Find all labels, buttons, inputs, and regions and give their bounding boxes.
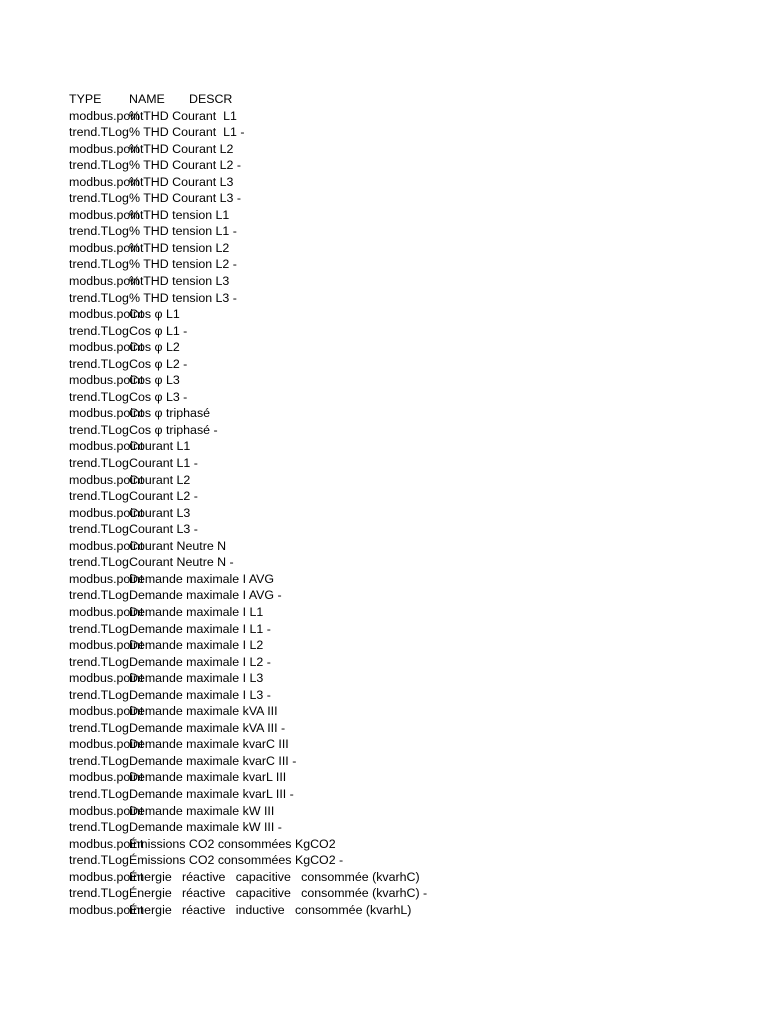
type-cell: modbus.point xyxy=(69,869,144,884)
type-cell: trend.TLog xyxy=(69,886,129,901)
type-cell: trend.TLog xyxy=(69,654,129,669)
type-cell: modbus.point xyxy=(69,737,144,752)
descr-cell: Courant L1 xyxy=(129,439,191,454)
descr-cell: % THD tension L1 xyxy=(129,207,230,222)
header-type: TYPE xyxy=(69,92,102,106)
descr-cell: Cos φ triphasé - xyxy=(129,422,218,437)
descr-cell: Énergie réactive inductive consommée (kvarhL) xyxy=(129,902,412,917)
descr-cell: Cos φ L1 xyxy=(129,307,180,322)
descr-cell: Demande maximale kVA III - xyxy=(129,720,286,735)
descr-cell: Demande maximale kvarL III - xyxy=(129,786,294,801)
descr-cell: Courant L3 xyxy=(129,505,191,520)
descr-cell: Courant L2 xyxy=(129,472,191,487)
type-cell: modbus.point xyxy=(69,340,144,355)
type-cell: modbus.point xyxy=(69,770,144,785)
descr-cell: Demande maximale I L2 xyxy=(129,638,264,653)
type-cell: modbus.point xyxy=(69,604,144,619)
descr-cell: Demande maximale I L2 - xyxy=(129,654,271,669)
descr-cell: Cos φ L1 - xyxy=(129,323,188,338)
type-cell: modbus.point xyxy=(69,439,144,454)
descr-cell: % THD tension L2 xyxy=(129,240,230,255)
descr-cell: Demande maximale I L1 xyxy=(129,604,264,619)
type-cell: trend.TLog xyxy=(69,687,129,702)
type-cell: trend.TLog xyxy=(69,422,129,437)
descr-cell: Demande maximale I L1 - xyxy=(129,621,271,636)
type-cell: modbus.point xyxy=(69,207,144,222)
type-cell: modbus.point xyxy=(69,505,144,520)
type-cell: modbus.point xyxy=(69,307,144,322)
descr-cell: Demande maximale I L3 - xyxy=(129,687,271,702)
descr-cell: % THD Courant L1 - xyxy=(129,125,245,140)
type-cell: modbus.point xyxy=(69,108,144,123)
type-cell: modbus.point xyxy=(69,174,144,189)
descr-cell: % THD tension L3 - xyxy=(129,290,237,305)
type-cell: modbus.point xyxy=(69,538,144,553)
type-cell: trend.TLog xyxy=(69,456,129,471)
type-cell: trend.TLog xyxy=(69,290,129,305)
type-cell: trend.TLog xyxy=(69,621,129,636)
descr-cell: Courant Neutre N xyxy=(129,538,227,553)
descr-cell: Cos φ triphasé xyxy=(129,406,211,421)
descr-cell: Énergie réactive capacitive consommée (kvarhC) - xyxy=(129,886,428,901)
type-cell: modbus.point xyxy=(69,671,144,686)
type-cell: trend.TLog xyxy=(69,323,129,338)
type-cell: modbus.point xyxy=(69,141,144,156)
type-cell: modbus.point xyxy=(69,472,144,487)
type-cell: modbus.point xyxy=(69,902,144,917)
descr-cell: Demande maximale kVA III xyxy=(129,704,278,719)
descr-cell: Demande maximale kvarL III xyxy=(129,770,287,785)
descr-cell: % THD Courant L2 - xyxy=(129,158,242,173)
descr-cell: Cos φ L3 - xyxy=(129,389,188,404)
type-cell: modbus.point xyxy=(69,704,144,719)
type-cell: trend.TLog xyxy=(69,555,129,570)
type-cell: trend.TLog xyxy=(69,389,129,404)
type-cell: trend.TLog xyxy=(69,224,129,239)
descr-cell: Émissions CO2 consommées KgCO2 xyxy=(129,836,336,851)
type-cell: trend.TLog xyxy=(69,522,129,537)
type-cell: modbus.point xyxy=(69,803,144,818)
descr-cell: Courant L1 - xyxy=(129,456,198,471)
type-cell: trend.TLog xyxy=(69,588,129,603)
type-cell: trend.TLog xyxy=(69,257,129,272)
descr-cell: Cos φ L2 - xyxy=(129,356,188,371)
descr-cell: Demande maximale I AVG - xyxy=(129,588,282,603)
descr-cell: Demande maximale kW III xyxy=(129,803,275,818)
type-cell: trend.TLog xyxy=(69,158,129,173)
type-cell: trend.TLog xyxy=(69,191,129,206)
type-cell: trend.TLog xyxy=(69,125,129,140)
header-descr: DESCR xyxy=(189,92,233,106)
descr-cell: Courant Neutre N - xyxy=(129,555,234,570)
descr-cell: Courant L2 - xyxy=(129,489,198,504)
descr-cell: Demande maximale kvarC III - xyxy=(129,753,297,768)
type-cell: modbus.point xyxy=(69,274,144,289)
descr-cell: % THD Courant L3 xyxy=(129,174,234,189)
descr-cell: Cos φ L2 xyxy=(129,340,180,355)
descr-cell: Courant L3 - xyxy=(129,522,198,537)
type-cell: modbus.point xyxy=(69,240,144,255)
type-cell: trend.TLog xyxy=(69,753,129,768)
type-cell: trend.TLog xyxy=(69,489,129,504)
descr-cell: Demande maximale I L3 xyxy=(129,671,264,686)
descr-cell: % THD Courant L3 - xyxy=(129,191,242,206)
header-name: NAME xyxy=(129,92,165,106)
descr-cell: % THD tension L1 - xyxy=(129,224,237,239)
type-cell: trend.TLog xyxy=(69,820,129,835)
descr-cell: Demande maximale kvarC III xyxy=(129,737,289,752)
descr-cell: Demande maximale I AVG xyxy=(129,571,275,586)
type-cell: modbus.point xyxy=(69,638,144,653)
descr-cell: % THD tension L2 - xyxy=(129,257,237,272)
type-cell: modbus.point xyxy=(69,406,144,421)
type-cell: trend.TLog xyxy=(69,356,129,371)
type-cell: trend.TLog xyxy=(69,720,129,735)
descr-cell: Énergie réactive capacitive consommée (kvarhC) xyxy=(129,869,420,884)
descr-cell: Émissions CO2 consommées KgCO2 - xyxy=(129,853,344,868)
type-cell: modbus.point xyxy=(69,571,144,586)
descr-cell: % THD Courant L1 xyxy=(129,108,237,123)
descr-cell: Cos φ L3 xyxy=(129,373,180,388)
descr-cell: % THD tension L3 xyxy=(129,274,230,289)
type-cell: trend.TLog xyxy=(69,786,129,801)
descr-cell: % THD Courant L2 xyxy=(129,141,234,156)
type-cell: modbus.point xyxy=(69,836,144,851)
descr-cell: Demande maximale kW III - xyxy=(129,820,282,835)
type-cell: modbus.point xyxy=(69,373,144,388)
type-cell: trend.TLog xyxy=(69,853,129,868)
